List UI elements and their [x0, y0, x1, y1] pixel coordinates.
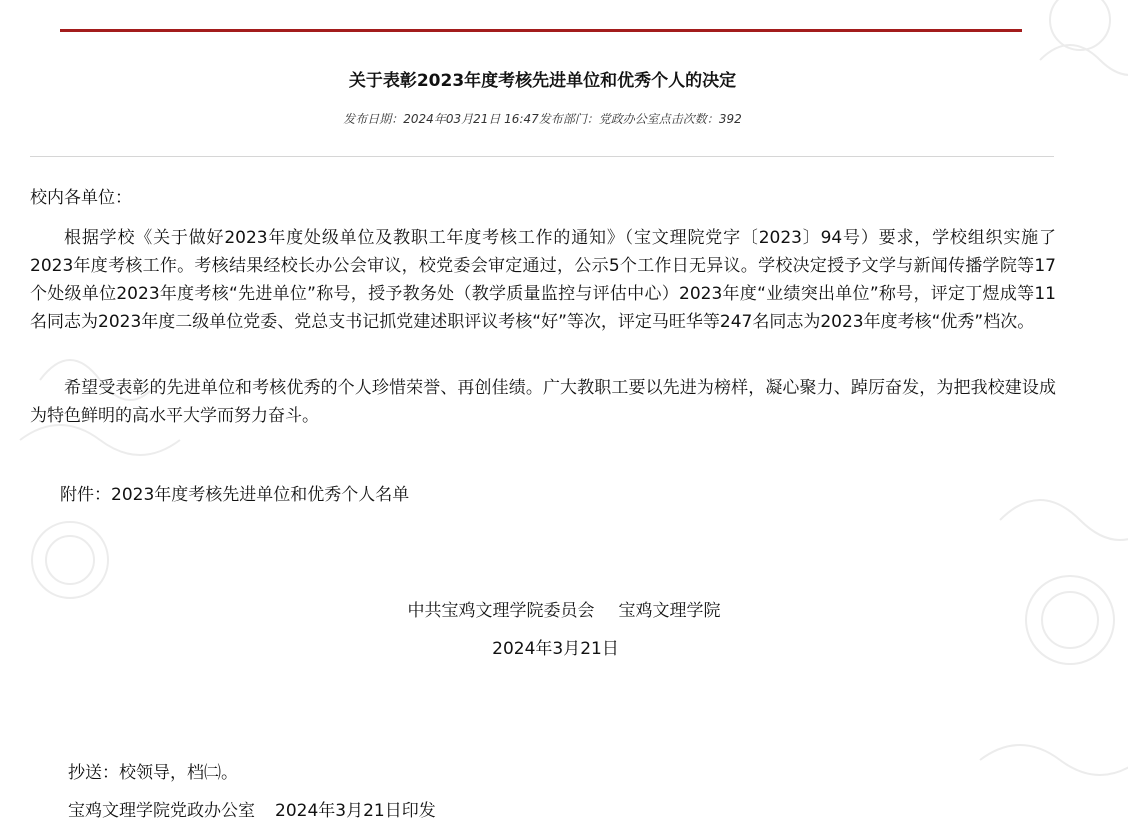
issue-date: 2024年3月21日印发	[275, 801, 436, 821]
clicks-value: 392	[718, 112, 742, 126]
signature-org-party-committee: 中共宝鸡文理学院委员会	[407, 601, 595, 621]
top-accent-rule	[60, 29, 1022, 32]
issuing-office: 宝鸡文理学院党政办公室	[68, 801, 255, 821]
cc-line: 抄送：校领导，档㈡。	[68, 763, 238, 783]
dept-label: 发布部门：	[538, 112, 599, 126]
signature-orgs	[0, 596, 1128, 621]
signature-date: 2024年3月21日	[492, 639, 619, 659]
issue-line	[68, 796, 436, 821]
article-title: 关于表彰2023年度考核先进单位和优秀个人的决定	[348, 71, 737, 91]
signature-org-college: 宝鸡文理学院	[618, 601, 721, 621]
dept-value: 党政办公室	[598, 112, 659, 126]
attachment-line: 附件：2023年度考核先进单位和优秀个人名单	[60, 485, 410, 505]
header-divider	[30, 156, 1054, 157]
publish-date: 2024年03月21日 16:47	[403, 112, 539, 126]
salutation: 校内各单位：	[30, 188, 132, 208]
publish-date-label: 发布日期：	[343, 112, 404, 126]
article-meta	[0, 110, 1085, 127]
clicks-label: 点击次数：	[658, 112, 719, 126]
body-paragraph-2: 希望受表彰的先进单位和考核优秀的个人珍惜荣誉、再创佳绩。广大教职工要以先进为榜样，凝心聚力、踔厉奋发，为把我校建设成为特色鲜明的高水平大学而努力奋斗。	[30, 378, 1056, 426]
body-paragraph-1: 根据学校《关于做好2023年度处级单位及教职工年度考核工作的通知》（宝文理院党字〔2023〕94号）要求，学校组织实施了2023年度考核工作。考核结果经校长办公会审议，校党委会审定通过，公示5个工作日无异议。学校决定授予文学与新闻传播学院等17个处级单位2023年度考核“先进单位”称号，授予教务处（教学质量监控与评估中心）2023年度“业绩突出单位”称号，评定丁煜成等11名同志为2023年度二级单位党委、党总支书记抓党建述职评议考核“好”等次，评定马旺华等247名同志为2023年度考核“优秀”档次。	[30, 228, 1056, 332]
